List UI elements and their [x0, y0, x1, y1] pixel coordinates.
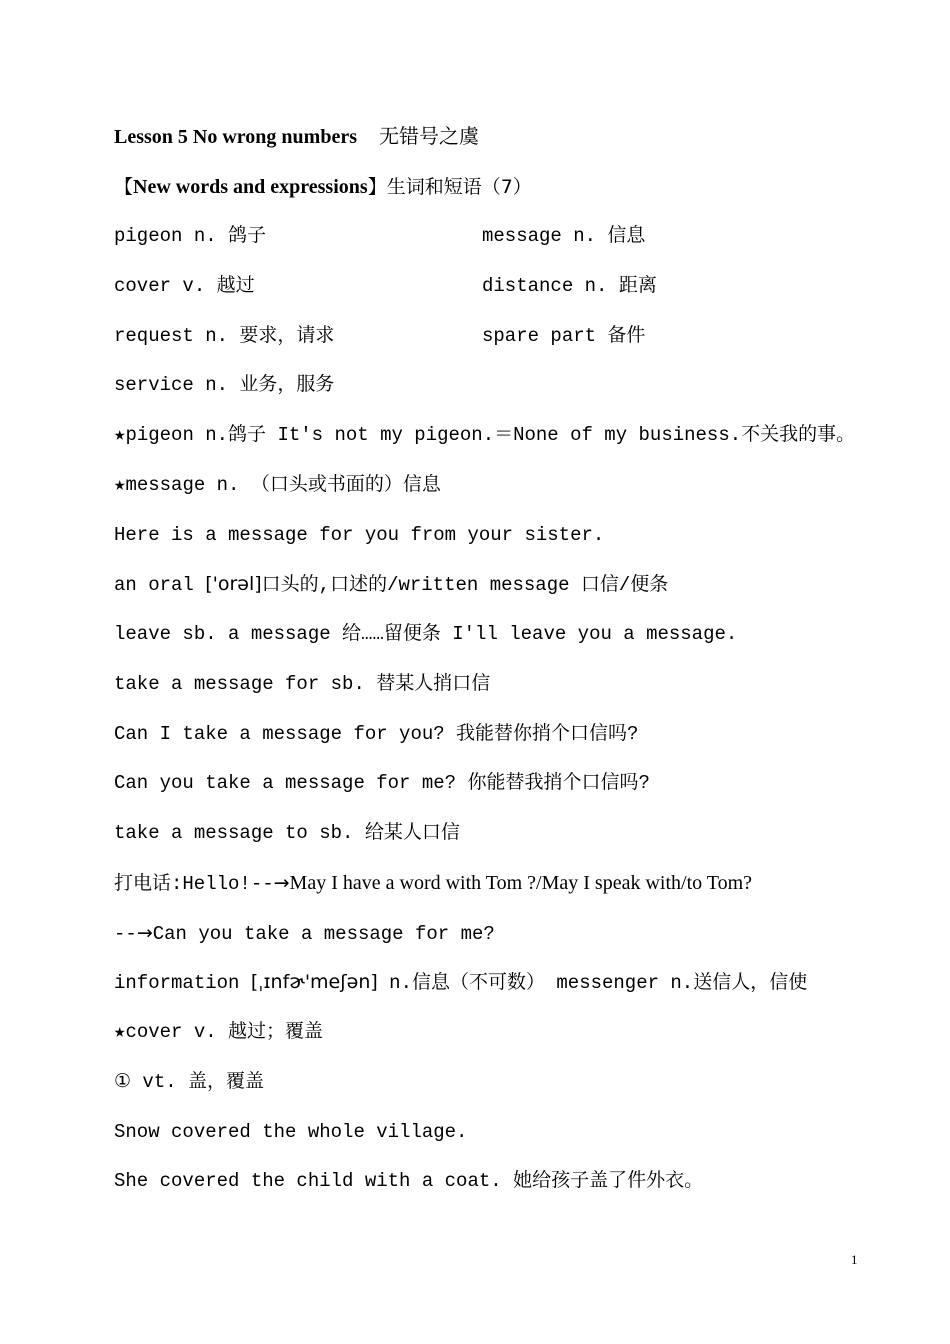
- lesson-title-english: Lesson 5 No wrong numbers: [114, 126, 357, 148]
- note-message: ★message n. （口头或书面的）信息: [114, 474, 441, 496]
- page-number: 1: [851, 1252, 858, 1267]
- vocab-row-4-left: service n. 业务，服务: [114, 374, 335, 396]
- example-take-message: take a message for sb. 替某人捎口信: [114, 673, 491, 695]
- phone-reply-prefix: --: [114, 923, 137, 945]
- note-cover: ★cover v. 越过；覆盖: [114, 1021, 324, 1043]
- note-pigeon: ★pigeon n.鸽子 It's not my pigeon.＝None of my business.不关我的事。: [114, 424, 856, 446]
- oral-definition: 口头的,口述的/written message 口信/便条: [261, 574, 669, 596]
- oral-prefix: an oral: [114, 574, 206, 596]
- example-can-i-take: Can I take a message for you? 我能替你捎个口信吗?: [114, 723, 639, 745]
- vocab-row-1-left: pigeon n. 鸽子: [114, 225, 267, 247]
- vocab-row-1-right: message n. 信息: [482, 225, 646, 247]
- information-definition: n.信息（不可数） messenger n.送信人，信使: [377, 972, 808, 994]
- section-header-chinese: 生词和短语（7）: [386, 176, 532, 198]
- section-header-english: New words and expressions: [133, 176, 368, 198]
- section-header-close-bracket: 】: [367, 176, 387, 198]
- note-cover-vt: ① vt. 盖，覆盖: [114, 1071, 265, 1093]
- oral-phonetic: ['orəl]: [205, 573, 262, 595]
- vocab-row-3-right: spare part 备件: [482, 325, 646, 347]
- phone-call-question: May I have a word with Tom ?/May I speak with/to Tom?: [289, 872, 753, 894]
- arrow-right-icon: →: [273, 872, 290, 894]
- lesson-title-chinese: 无错号之虞: [379, 126, 479, 148]
- example-leave-message: leave sb. a message 给……留便条 I'll leave you a message.: [114, 623, 738, 645]
- information-phonetic: [ˌɪnfɚ'meʃən]: [250, 971, 378, 993]
- example-oral-message: [114, 571, 668, 598]
- arrow-right-icon: →: [136, 922, 153, 944]
- example-phone-call: [114, 870, 752, 897]
- lesson-title: [114, 124, 479, 151]
- vocab-row-2-left: cover v. 越过: [114, 275, 255, 297]
- example-message-sister: Here is a message for you from your sister.: [114, 524, 605, 546]
- phone-call-prefix: 打电话:Hello!--: [114, 873, 274, 895]
- example-can-you-take: Can you take a message for me? 你能替我捎个口信吗?: [114, 772, 650, 794]
- example-snow-covered: Snow covered the whole village.: [114, 1121, 468, 1143]
- example-phone-reply: [114, 920, 495, 947]
- phone-reply-text: Can you take a message for me?: [152, 923, 495, 945]
- vocab-row-3-left: request n. 要求，请求: [114, 325, 335, 347]
- note-information: [114, 969, 807, 996]
- information-word: information: [114, 972, 251, 994]
- example-covered-child: She covered the child with a coat. 她给孩子盖了件外衣。: [114, 1170, 704, 1192]
- example-message-to: take a message to sb. 给某人口信: [114, 822, 460, 844]
- section-header: [114, 174, 532, 201]
- vocab-row-2-right: distance n. 距离: [482, 275, 657, 297]
- section-header-open-bracket: 【: [114, 176, 134, 198]
